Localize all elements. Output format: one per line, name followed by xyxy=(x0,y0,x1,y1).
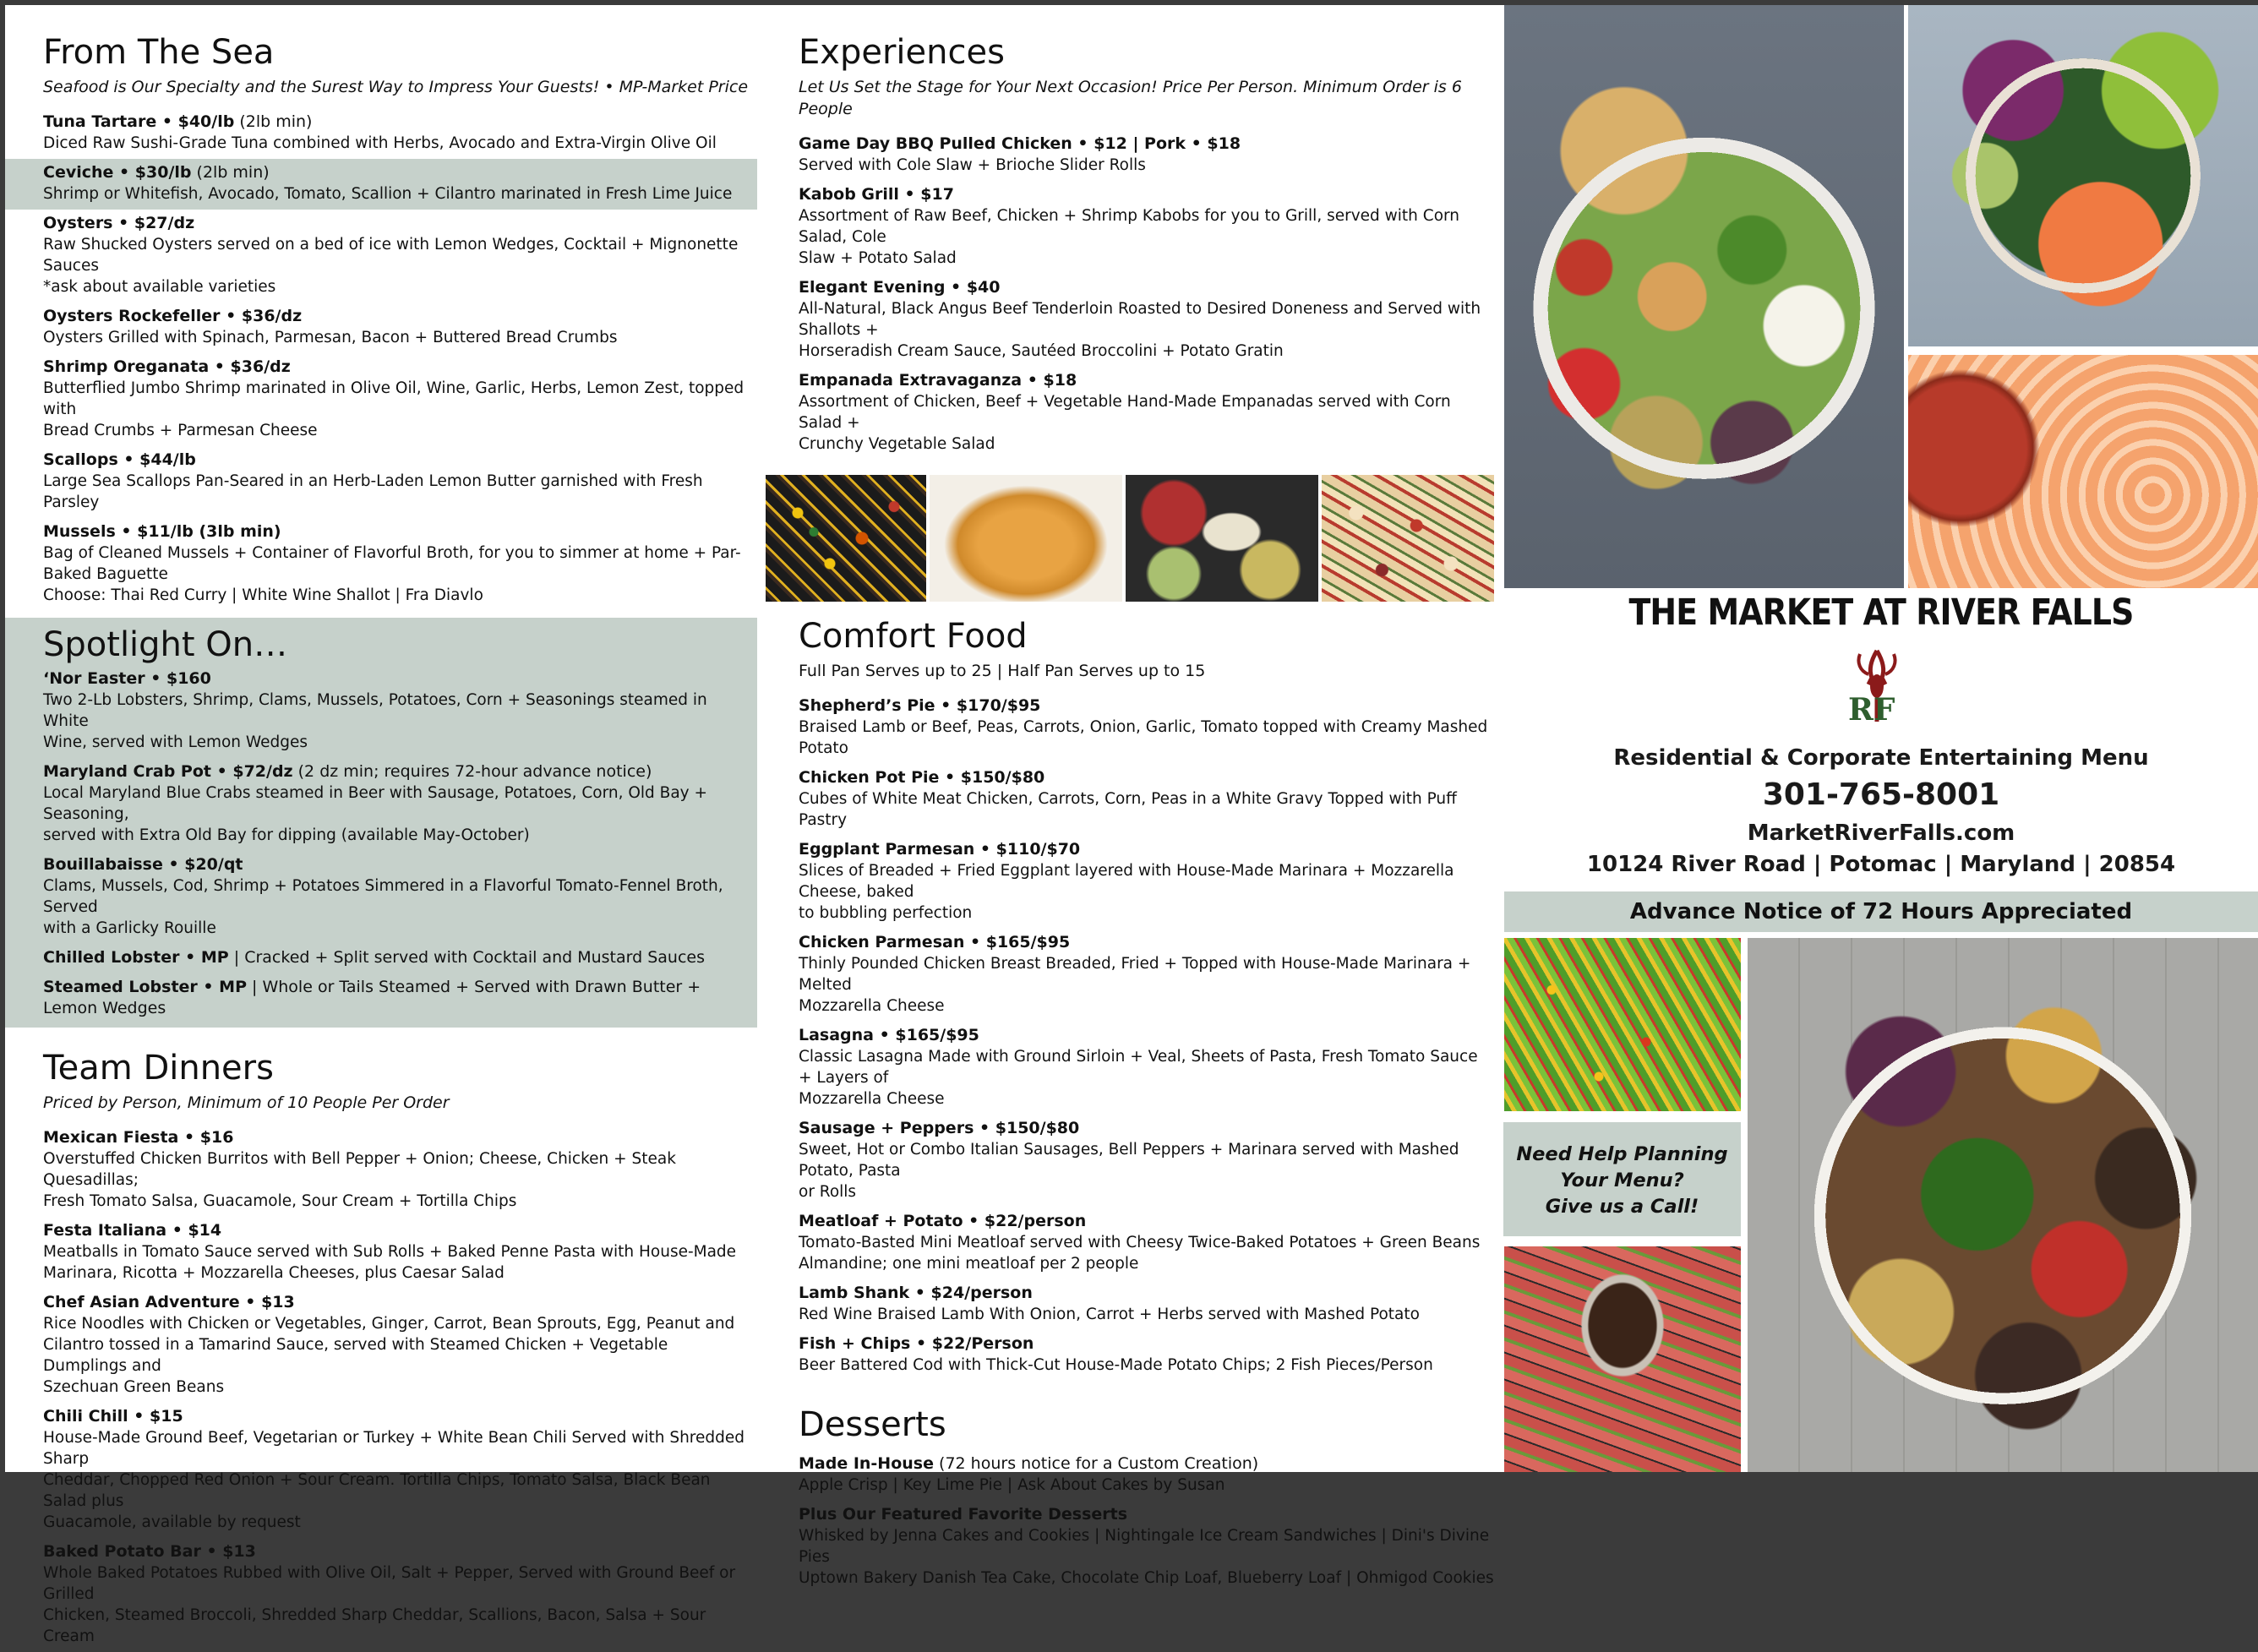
menu-item-chicken-pot-pie xyxy=(761,764,1503,836)
spotlight-items xyxy=(5,665,757,1024)
item-description: Rice Noodles with Chicken or Vegetables, Ginger, Carrot, Bean Sprouts, Egg, Peanut and xyxy=(43,1315,735,1333)
menu-item-name xyxy=(43,1406,749,1427)
team-subtitle: Priced by Person, Minimum of 10 People Per Order xyxy=(43,1093,450,1112)
item-description: Crunchy Vegetable Salad xyxy=(799,435,995,453)
menu-item-name xyxy=(43,357,749,378)
sea-subtitle: Seafood is Our Specialty and the Surest Way to Impress Your Guests! • MP-Market Price xyxy=(43,78,749,96)
item-description: Cheddar, Chopped Red Onion + Sour Cream. Tortilla Chips, Tomato Salsa, Black Bean Salad plus xyxy=(43,1471,711,1510)
item-description: with a Garlicky Rouille xyxy=(43,919,216,937)
item-description: All-Natural, Black Angus Beef Tenderloin Roasted to Desired Doneness and Served with Shallots + xyxy=(799,300,1481,339)
item-name-text: Eggplant Parmesan • $110/$70 xyxy=(799,840,1081,859)
spotlight-block xyxy=(5,618,757,1028)
item-note: (72 hours notice for a Custom Creation) xyxy=(934,1454,1259,1473)
menu-item-bouillabaisse-20-qt xyxy=(5,851,757,944)
item-name-text: Meatloaf + Potato • $22/person xyxy=(799,1212,1087,1230)
item-description: Large Sea Scallops Pan-Seared in an Herb-Laden Lemon Butter garnished with Fresh Parsley xyxy=(43,472,703,511)
item-name-text: Mussels • $11/lb (3lb min) xyxy=(43,522,281,541)
menu-item-name xyxy=(799,767,1494,788)
team-items xyxy=(5,1124,757,1652)
menu-item-chicken-parmesan-165 xyxy=(761,929,1503,1022)
menu-item-scallops-44-lb xyxy=(5,446,757,518)
item-description: Whole Baked Potatoes Rubbed with Olive Oil, Salt + Pepper, Served with Ground Beef or Grilled xyxy=(43,1564,736,1603)
menu-item-name xyxy=(43,1220,749,1241)
item-description: Bread Crumbs + Parmesan Cheese xyxy=(43,422,318,439)
sea-title: From The Sea xyxy=(43,33,275,72)
bean-salad-photo xyxy=(1322,475,1494,602)
menu-item-name xyxy=(799,134,1494,155)
item-name-text: Shepherd’s Pie • $170/$95 xyxy=(799,696,1041,715)
menu-item-empanada-extravaganza-18 xyxy=(761,367,1503,460)
item-name-text: Oysters Rockefeller • $36/dz xyxy=(43,307,303,325)
logo-text: RF xyxy=(1848,692,1895,728)
item-description: Oysters Grilled with Spinach, Parmesan, Bacon + Buttered Bread Crumbs xyxy=(43,329,618,346)
item-description: House-Made Ground Beef, Vegetarian or Turkey + White Bean Chili Served with Shredded Sharp xyxy=(43,1429,744,1468)
menu-item-name xyxy=(43,761,749,782)
menu-item-mexican-fiesta-16 xyxy=(5,1124,757,1217)
item-name-text: Oysters • $27/dz xyxy=(43,214,195,232)
item-description: Fresh Tomato Salsa, Guacamole, Sour Cream + Tortilla Chips xyxy=(43,1192,517,1210)
menu-item-name xyxy=(43,854,749,875)
menu-item-name xyxy=(43,162,749,183)
menu-item-shrimp-oreganata-36 xyxy=(5,353,757,446)
menu-item-name xyxy=(799,1283,1494,1304)
menu-item-name xyxy=(43,112,749,133)
seared-tuna-photo xyxy=(1504,1246,1741,1472)
item-name-text: Game Day BBQ Pulled Chicken • $12 | Pork • $18 xyxy=(799,134,1241,153)
item-description: Sweet, Hot or Combo Italian Sausages, Bell Peppers + Marinara served with Mashed Potato, Pasta xyxy=(799,1141,1459,1180)
item-name-text: Fish + Chips • $22/Person xyxy=(799,1334,1034,1353)
desserts-items xyxy=(761,1450,1503,1594)
item-name-text: Shrimp Oreganata • $36/dz xyxy=(43,357,291,376)
item-name-text: Lamb Shank • $24/person xyxy=(799,1284,1033,1302)
item-description: Horseradish Cream Sauce, Sautéed Broccolini + Potato Gratin xyxy=(799,342,1284,360)
menu-item-fish-chips-22 xyxy=(761,1330,1503,1381)
menu-item-name xyxy=(799,932,1494,953)
item-description: Assortment of Raw Beef, Chicken + Shrimp Kabobs for you to Grill, served with Corn Salad, Cole xyxy=(799,207,1460,246)
item-name-text: Ceviche • $30/lb xyxy=(43,163,192,182)
item-description: Cilantro tossed in a Tamarind Sauce, served with Steamed Chicken + Vegetable Dumplings and xyxy=(43,1336,668,1375)
menu-item-maryland-crab-pot xyxy=(5,758,757,851)
menu-item-eggplant-parmesan-110 xyxy=(761,836,1503,929)
item-description: Almandine; one mini meatloaf per 2 people xyxy=(799,1255,1139,1273)
menu-item-name xyxy=(43,1292,749,1313)
item-name-text: Bouillabaisse • $20/qt xyxy=(43,855,243,874)
menu-item-ceviche-30-lb xyxy=(5,159,757,210)
menu-item-lamb-shank-24 xyxy=(761,1279,1503,1330)
help-line-1: Need Help Planning xyxy=(1516,1143,1728,1165)
menu-item-chilled-lobster-mp xyxy=(5,944,757,973)
menu-item-oysters-27-dz xyxy=(5,210,757,303)
item-description: Guacamole, available by request xyxy=(43,1513,301,1531)
menu-item-mussels-11-lb xyxy=(5,518,757,611)
item-description: Szechuan Green Beans xyxy=(43,1378,225,1396)
team-title: Team Dinners xyxy=(43,1049,274,1088)
menu-item-sausage-peppers-150 xyxy=(761,1115,1503,1208)
item-description: Red Wine Braised Lamb With Onion, Carrot + Herbs served with Mashed Potato xyxy=(799,1306,1420,1323)
menu-item-name xyxy=(799,839,1494,860)
menu-item-plus-our-featured xyxy=(761,1501,1503,1594)
item-description: Choose: Thai Red Curry | White Wine Shallot | Fra Diavlo xyxy=(43,586,483,604)
menu-item-name xyxy=(799,184,1494,205)
item-name-text: ‘Nor Easter • $160 xyxy=(43,669,211,688)
item-name-text: Empanada Extravaganza • $18 xyxy=(799,371,1077,390)
menu-item-name xyxy=(799,1333,1494,1355)
menu-item-name xyxy=(43,1127,749,1148)
menu-item-name xyxy=(799,1025,1494,1046)
help-box[interactable] xyxy=(1503,1122,1741,1236)
menu-item-name xyxy=(43,977,749,1019)
item-description: Braised Lamb or Beef, Peas, Carrots, Onion, Garlic, Tomato topped with Creamy Mashed Potato xyxy=(799,718,1488,757)
item-description: Chicken, Steamed Broccoli, Shredded Sharp Cheddar, Scallions, Bacon, Salsa + Sour Cream xyxy=(43,1606,706,1645)
left-column xyxy=(5,0,757,1652)
item-note: (2lb min) xyxy=(234,112,313,131)
menu-item-name xyxy=(799,1504,1494,1525)
menu-title: Residential & Corporate Entertaining Menu xyxy=(1613,745,2149,771)
item-note: (2lb min) xyxy=(191,163,270,182)
item-description: Assortment of Chicken, Beef + Vegetable Hand-Made Empanadas served with Corn Salad + xyxy=(799,393,1451,432)
desserts-title: Desserts xyxy=(799,1405,946,1444)
black-bean-salad-photo xyxy=(766,475,926,602)
shrimp-cocktail-photo xyxy=(1908,355,2258,588)
menu-item-name xyxy=(43,1541,749,1562)
item-name-text: Chilled Lobster • MP xyxy=(43,948,229,967)
menu-item-made-in-house xyxy=(761,1450,1503,1501)
lobster-logo-icon xyxy=(1835,644,1919,728)
grilled-vegetable-platter-photo xyxy=(1748,938,2258,1472)
item-description: Cubes of White Meat Chicken, Carrots, Corn, Peas in a White Gravy Topped with Puff Pastry xyxy=(799,790,1457,829)
item-description: Butterflied Jumbo Shrimp marinated in Olive Oil, Wine, Garlic, Herbs, Lemon Zest, topped with xyxy=(43,379,744,418)
item-description: Wine, served with Lemon Wedges xyxy=(43,733,308,751)
mediterranean-platter-photo xyxy=(1504,5,1904,588)
item-name-text: Steamed Lobster • MP xyxy=(43,978,247,996)
fried-shrimp-photo xyxy=(930,475,1122,602)
menu-item-name xyxy=(799,1453,1494,1475)
menu-item-chef-asian-adventure xyxy=(5,1289,757,1403)
brand-name: THE MARKET AT RIVER FALLS xyxy=(1628,592,2134,634)
item-name-text: Scallops • $44/lb xyxy=(43,450,196,469)
comfort-items xyxy=(761,692,1503,1381)
comfort-title: Comfort Food xyxy=(799,617,1028,656)
item-name-text: Maryland Crab Pot • $72/dz xyxy=(43,762,293,781)
menu-item-name xyxy=(799,1211,1494,1232)
item-name-text: Kabob Grill • $17 xyxy=(799,185,954,204)
menu-item-nor-easter-160 xyxy=(5,665,757,758)
item-note: | Cracked + Split served with Cocktail and Mustard Sauces xyxy=(228,948,706,967)
item-name-text: Chicken Parmesan • $165/$95 xyxy=(799,933,1071,951)
item-name-text: Mexican Fiesta • $16 xyxy=(43,1128,234,1147)
comfort-subtitle: Full Pan Serves up to 25 | Half Pan Serves up to 15 xyxy=(799,662,1206,680)
item-description: Marinara, Ricotta + Mozzarella Cheeses, plus Caesar Salad xyxy=(43,1264,505,1282)
item-name-text: Made In-House xyxy=(799,1454,934,1473)
menu-item-oysters-rockefeller-36 xyxy=(5,303,757,353)
sea-items xyxy=(5,108,757,611)
experiences-title: Experiences xyxy=(799,33,1005,72)
menu-item-baked-potato-bar xyxy=(5,1538,757,1652)
menu-item-name xyxy=(799,695,1494,717)
item-description: Bag of Cleaned Mussels + Container of Flavorful Broth, for you to simmer at home + Par-Baked Baguette xyxy=(43,544,741,583)
item-description: Local Maryland Blue Crabs steamed in Beer with Sausage, Potatoes, Corn, Old Bay + Seasoning, xyxy=(43,784,708,823)
item-description: served with Extra Old Bay for dipping (available May-October) xyxy=(43,826,530,844)
menu-item-chili-chill-15 xyxy=(5,1403,757,1538)
logo xyxy=(1835,644,1919,728)
item-description: Uptown Bakery Danish Tea Cake, Chocolate Chip Loaf, Blueberry Loaf | Ohmigod Cookies xyxy=(799,1569,1494,1587)
menu-item-kabob-grill-17 xyxy=(761,181,1503,274)
menu-item-lasagna-165-95 xyxy=(761,1022,1503,1115)
middle-column xyxy=(761,0,1503,1594)
experiences-items xyxy=(761,130,1503,460)
item-description: Served with Cole Slaw + Brioche Slider Rolls xyxy=(799,156,1146,174)
spotlight-title: Spotlight On… xyxy=(43,625,288,664)
item-description: *ask about available varieties xyxy=(43,278,276,296)
item-name-text: Chef Asian Adventure • $13 xyxy=(43,1293,295,1311)
item-description: Thinly Pounded Chicken Breast Breaded, Fried + Topped with House-Made Marinara + Melted xyxy=(799,955,1471,994)
item-description: Slices of Breaded + Fried Eggplant layered with House-Made Marinara + Mozzarella Cheese, baked xyxy=(799,862,1454,901)
item-name-text: Tuna Tartare • $40/lb xyxy=(43,112,235,131)
menu-item-name xyxy=(799,370,1494,391)
item-description: Slaw + Potato Salad xyxy=(799,249,957,267)
item-description: Tomato-Basted Mini Meatloaf served with Cheesy Twice-Baked Potatoes + Green Beans xyxy=(799,1234,1481,1251)
item-description: Mozzarella Cheese xyxy=(799,1090,945,1108)
menu-item-name xyxy=(43,213,749,234)
menu-item-name xyxy=(43,450,749,471)
item-description: Clams, Mussels, Cod, Shrimp + Potatoes Simmered in a Flavorful Tomato-Fennel Broth, Served xyxy=(43,877,723,916)
menu-item-shepherd-s-pie xyxy=(761,692,1503,764)
poke-bowl-photo xyxy=(1908,5,2258,346)
edamame-corn-salad-photo xyxy=(1504,938,1741,1111)
item-description: Apple Crisp | Key Lime Pie | Ask About Cakes by Susan xyxy=(799,1476,1225,1494)
menu-item-steamed-lobster-mp xyxy=(5,973,757,1024)
item-name-text: Baked Potato Bar • $13 xyxy=(43,1542,256,1561)
menu-item-name xyxy=(43,947,749,968)
menu-item-name xyxy=(43,521,749,542)
item-description: Raw Shucked Oysters served on a bed of ice with Lemon Wedges, Cocktail + Mignonette Sauces xyxy=(43,236,739,275)
advance-notice: Advance Notice of 72 Hours Appreciated xyxy=(1504,891,2258,932)
item-name-text: Plus Our Featured Favorite Desserts xyxy=(799,1505,1128,1524)
website-link[interactable]: MarketRiverFalls.com xyxy=(1747,821,2015,846)
item-description: Shrimp or Whitefish, Avocado, Tomato, Scallion + Cilantro marinated in Fresh Lime Juice xyxy=(43,185,733,203)
item-description: Beer Battered Cod with Thick-Cut House-Made Potato Chips; 2 Fish Pieces/Person xyxy=(799,1356,1433,1374)
item-note: (2 dz min; requires 72-hour advance notice) xyxy=(292,762,652,781)
item-name-text: Lasagna • $165/$95 xyxy=(799,1026,979,1044)
help-line-2: Your Menu? xyxy=(1560,1169,1684,1191)
menu-item-meatloaf-potato-22 xyxy=(761,1208,1503,1279)
item-description: Mozzarella Cheese xyxy=(799,997,945,1015)
item-description: Overstuffed Chicken Burritos with Bell Pepper + Onion; Cheese, Chicken + Steak Quesadillas; xyxy=(43,1150,676,1189)
item-description: Whisked by Jenna Cakes and Cookies | Nightingale Ice Cream Sandwiches | Dini's Divine Pies xyxy=(799,1527,1490,1566)
menu-item-tuna-tartare-40 xyxy=(5,108,757,159)
item-name-text: Chicken Pot Pie • $150/$80 xyxy=(799,768,1045,787)
experiences-subtitle: Let Us Set the Stage for Your Next Occasion! Price Per Person. Minimum Order is 6 People xyxy=(799,78,1462,118)
menu-item-name xyxy=(43,668,749,690)
item-name-text: Sausage + Peppers • $150/$80 xyxy=(799,1119,1080,1137)
menu-item-name xyxy=(799,277,1494,298)
item-description: to bubbling perfection xyxy=(799,904,973,922)
item-name-text: Festa Italiana • $14 xyxy=(43,1221,222,1240)
item-description: Meatballs in Tomato Sauce served with Sub Rolls + Baked Penne Pasta with House-Made xyxy=(43,1243,737,1261)
item-name-text: Elegant Evening • $40 xyxy=(799,278,1001,297)
item-description: Two 2-Lb Lobsters, Shrimp, Clams, Mussels, Potatoes, Corn + Seasonings steamed in White xyxy=(43,691,707,730)
menu-item-festa-italiana-14 xyxy=(5,1217,757,1289)
item-note: | Whole or Tails Steamed + Served with Drawn Butter + Lemon Wedges xyxy=(43,978,701,1017)
item-description: Classic Lasagna Made with Ground Sirloin + Veal, Sheets of Pasta, Fresh Tomato Sauce + Layers of xyxy=(799,1048,1478,1087)
help-line-3: Give us a Call! xyxy=(1545,1196,1699,1218)
item-description: Diced Raw Sushi-Grade Tuna combined with Herbs, Avocado and Extra-Virgin Olive Oil xyxy=(43,134,717,152)
menu-item-name xyxy=(799,1118,1494,1139)
item-description: or Rolls xyxy=(799,1183,857,1201)
item-name-text: Chili Chill • $15 xyxy=(43,1407,183,1426)
address: 10124 River Road | Potomac | Maryland | 20854 xyxy=(1586,852,2176,877)
menu-item-name xyxy=(43,306,749,327)
menu-item-elegant-evening-40 xyxy=(761,274,1503,367)
photo-strip xyxy=(761,475,1503,606)
phone-number[interactable]: 301-765-8001 xyxy=(1762,777,2000,812)
menu-item-game-day-bbq xyxy=(761,130,1503,181)
charcuterie-platter-photo xyxy=(1126,475,1318,602)
